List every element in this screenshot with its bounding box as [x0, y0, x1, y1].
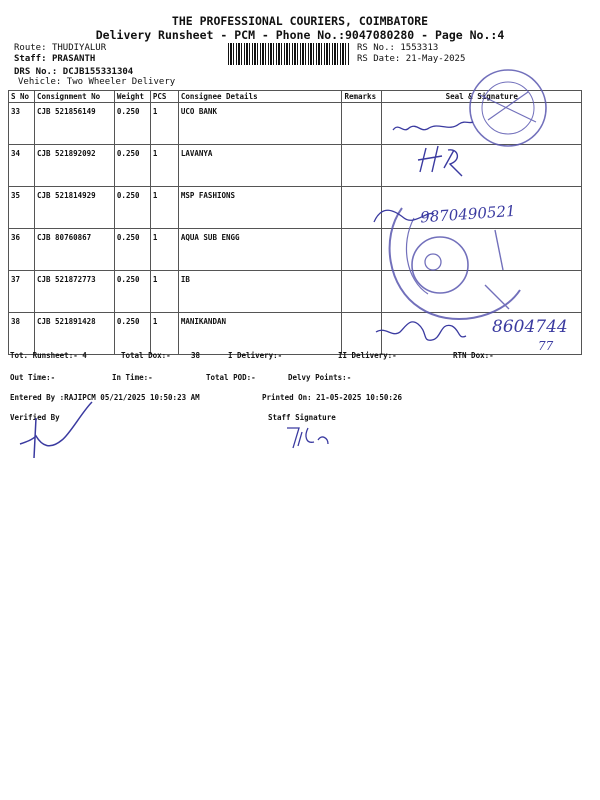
company-title: THE PROFESSIONAL COURIERS, COIMBATORE: [171, 14, 429, 28]
staff-value: PRASANTH: [51, 54, 96, 64]
signature-row-38: [376, 322, 466, 340]
col-pcs: PCS: [150, 91, 178, 103]
route-value: THUDIYALUR: [51, 43, 107, 53]
cell-consignee: AQUA SUB ENGG: [178, 229, 342, 271]
cell-weight: 0.250: [114, 145, 150, 187]
signature-row-33: [393, 122, 473, 130]
handwritten-number-2: 77: [538, 339, 554, 353]
cell-pcs: 1: [150, 229, 178, 271]
verified-by: Verified By: [10, 413, 60, 422]
route-label: Route:: [14, 43, 47, 53]
vehicle-label: Vehicle:: [18, 77, 62, 87]
in-time: In Time:-: [112, 373, 153, 382]
courier-stamp: [390, 208, 520, 319]
cell-sno: 37: [9, 271, 35, 313]
signature-row-34: [418, 146, 462, 176]
col-consignment: Consignment No: [34, 91, 114, 103]
cell-consignee: IB: [178, 271, 342, 313]
cell-pcs: 1: [150, 313, 178, 355]
handwritten-number: 8604744: [492, 317, 568, 337]
cell-consignment: CJB 80760867: [34, 229, 114, 271]
cell-pcs: 1: [150, 145, 178, 187]
tot-runsheet: Tot. Runsheet:- 4: [10, 351, 87, 360]
vehicle-value: Two Wheeler Delivery: [66, 77, 176, 87]
cell-sno: 36: [9, 229, 35, 271]
cell-consignee: LAVANYA: [178, 145, 342, 187]
handwritten-phone: 9870490521: [419, 201, 517, 227]
out-time: Out Time:-: [10, 373, 56, 382]
total-dox-label: Total Dox:-: [121, 351, 171, 360]
cell-sno: 35: [9, 187, 35, 229]
cell-consignee: UCO BANK: [178, 103, 342, 145]
cell-consignment: CJB 521891428: [34, 313, 114, 355]
col-weight: Weight: [114, 91, 150, 103]
cell-consignee: MSP FASHIONS: [178, 187, 342, 229]
verified-by-signature: [20, 402, 92, 458]
cell-weight: 0.250: [114, 313, 150, 355]
rs-date-value: 21-May-2025: [405, 54, 466, 64]
cell-consignment: CJB 521856149: [34, 103, 114, 145]
cell-weight: 0.250: [114, 187, 150, 229]
runsheet-title: Delivery Runsheet - PCM - Phone No.:9047080280 - Page No.:4: [95, 28, 505, 42]
total-pod: Total POD:-: [206, 373, 256, 382]
entered-by: Entered By :RAJIPCM 05/21/2025 10:50:23 AM: [10, 393, 200, 402]
col-sno: S No: [9, 91, 35, 103]
cell-pcs: 1: [150, 187, 178, 229]
cell-sno: 33: [9, 103, 35, 145]
cell-weight: 0.250: [114, 229, 150, 271]
staff-label: Staff:: [14, 54, 47, 64]
delvy-points: Delvy Points:-: [288, 373, 352, 382]
cell-pcs: 1: [150, 103, 178, 145]
col-consignee: Consignee Details: [178, 91, 342, 103]
cell-sno: 34: [9, 145, 35, 187]
cell-weight: 0.250: [114, 271, 150, 313]
rs-no-label: RS No.:: [357, 43, 395, 53]
cell-sno: 38: [9, 313, 35, 355]
staff-signature-label: Staff Signature: [268, 413, 336, 422]
drs-value: DCJB155331304: [62, 67, 134, 77]
cell-consignment: CJB 521814929: [34, 187, 114, 229]
cell-consignee: MANIKANDAN: [178, 313, 342, 355]
rtn-dox: RTN Dox:-: [453, 351, 494, 360]
col-remarks: Remarks: [342, 91, 382, 103]
total-dox-value: 38: [191, 351, 201, 360]
ii-delivery: II Delivery:-: [338, 351, 397, 360]
cell-consignment: CJB 521892092: [34, 145, 114, 187]
printed-on: Printed On: 21-05-2025 10:50:26: [262, 393, 402, 402]
round-stamp: [470, 70, 546, 146]
col-seal-signature: Seal & Signature: [382, 91, 582, 103]
cell-pcs: 1: [150, 271, 178, 313]
staff-signature-scribble: [287, 428, 328, 448]
cell-consignment: CJB 521872773: [34, 271, 114, 313]
cell-weight: 0.250: [114, 103, 150, 145]
drs-label: DRS No.:: [14, 67, 58, 77]
rs-no-value: 1553313: [400, 43, 439, 53]
i-delivery: I Delivery:-: [228, 351, 283, 360]
rs-date-label: RS Date:: [357, 54, 401, 64]
